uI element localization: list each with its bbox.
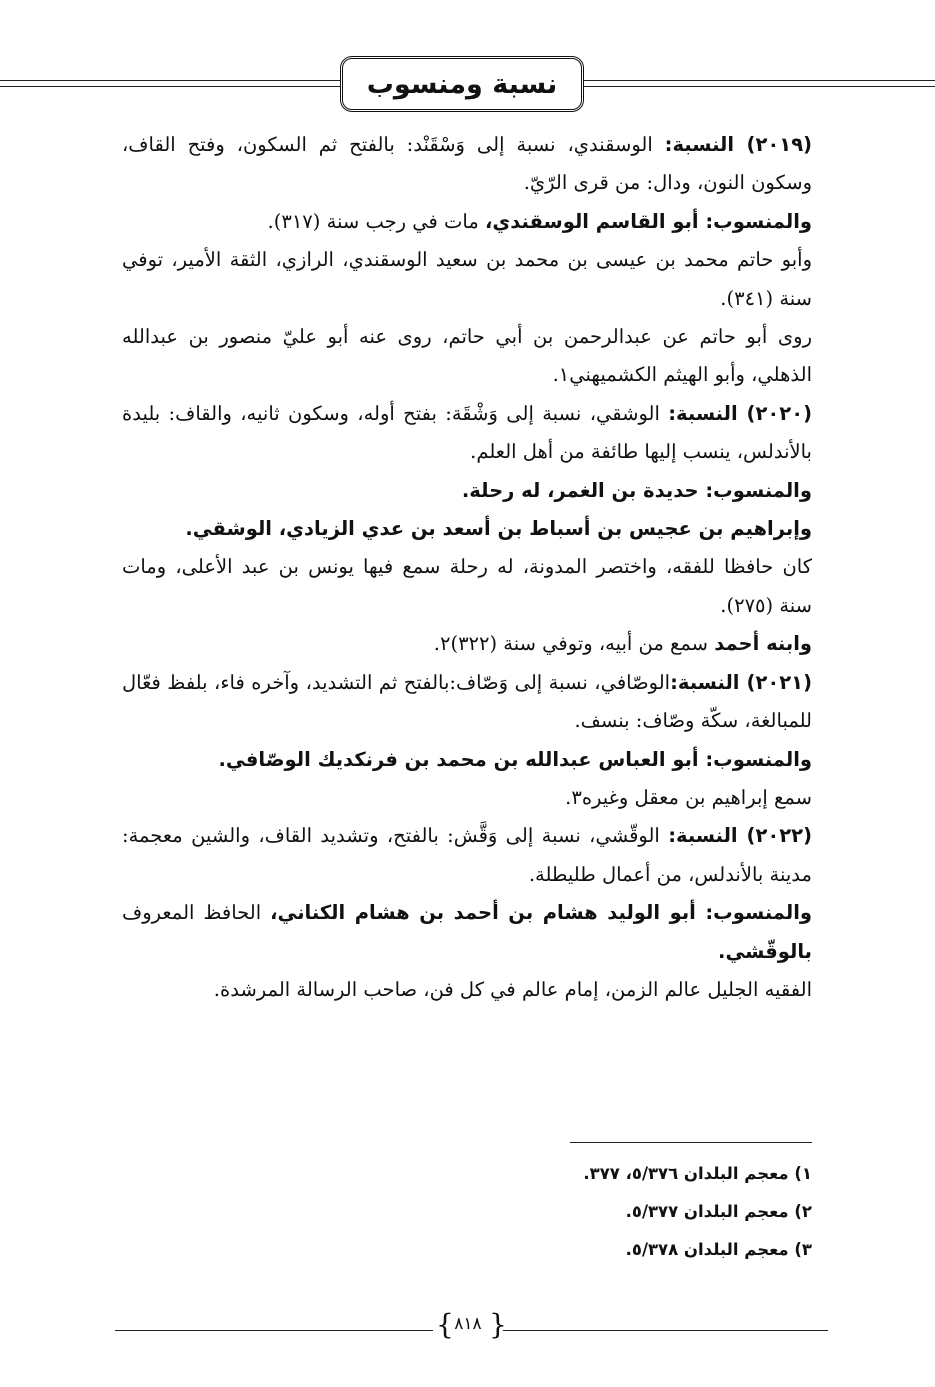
paragraph: [122, 241, 812, 318]
footnote: ١) معجم البلدان ٥/٣٧٦، ٣٧٧.: [583, 1164, 812, 1183]
paragraph-bold: (٢٠٢٢) النسبة:: [668, 824, 812, 848]
paragraph: [122, 318, 812, 395]
paragraph-bold: بالوقّشي.: [718, 939, 812, 963]
paragraph-text: الفقيه الجليل عالم الزمن، إمام عالم في كل فن، صاحب الرسالة المرشدة.: [213, 977, 812, 1001]
paragraph: [122, 395, 812, 472]
header-rule-left-bottom: [0, 86, 340, 87]
footnote: ٢) معجم البلدان ٥/٣٧٧.: [625, 1202, 812, 1221]
paragraph-bold: (٢٠٢٠) النسبة:: [668, 401, 813, 425]
paragraph-text: سمع من أبيه، وتوفي سنة (٣٢٢)٢.: [433, 632, 715, 656]
page-header: [0, 52, 935, 122]
page-footer: [0, 1310, 935, 1350]
paragraph-bold: والمنسوب: أبو القاسم الوسقندي،: [485, 209, 812, 233]
paragraph-text: الوصّافي، نسبة إلى وَصّاف:بالفتح ثم التشديد، وآخره فاء، بلفظ فعّال للمبالغة، سكّة وصّاف: بنسف.: [122, 670, 812, 733]
footer-rule-right: [503, 1330, 828, 1331]
page-title: نسبة ومنسوب: [366, 68, 558, 100]
paragraph: [122, 548, 812, 625]
main-text: [122, 126, 812, 1009]
paragraph-text: كان حافظا للفقه، واختصر المدونة، له رحلة سمع فيها يونس بن عبد الأعلى، ومات سنة (٢٧٥).: [122, 555, 812, 617]
paragraph-text: الوسقندي، نسبة إلى وَسْقَنْد: بالفتح ثم السكون، وفتح القاف، وسكون النون، ودال: من قرى الرّيّ.: [122, 133, 812, 195]
footnote-separator: [570, 1142, 812, 1143]
paragraph-bold: والمنسوب: أبو الوليد هشام بن أحمد بن هشام الكناني،: [270, 901, 812, 925]
header-rule-left-top: [0, 80, 340, 81]
paragraph-bold: وابنه أحمد: [714, 632, 812, 656]
header-rule-right-top: [584, 80, 935, 81]
paragraph-bold: وإبراهيم بن عجيس بن أسباط بن أسعد بن عدي الزيادي، الوشقي.: [185, 517, 812, 541]
paragraph: [122, 625, 812, 663]
paragraph-text: مات في رجب سنة (٣١٧).: [267, 209, 485, 233]
paragraph: [122, 817, 812, 894]
left-brace-icon: {: [436, 1308, 454, 1341]
paragraph: [122, 472, 812, 510]
right-brace-icon: }: [489, 1308, 507, 1341]
paragraph-bold: والمنسوب: أبو العباس عبدالله بن محمد بن فرنكديك الوصّافي.: [218, 747, 812, 771]
paragraph: [122, 894, 812, 971]
paragraph: [122, 664, 812, 741]
paragraph-bold: (٢٠١٩) النسبة:: [664, 133, 813, 156]
paragraph: [122, 126, 812, 203]
paragraph: [122, 203, 812, 241]
paragraph: [122, 779, 812, 817]
paragraph-text: الوقّشي، نسبة إلى وَقَّش: بالفتح، وتشديد القاف، والشين معجمة: مدينة بالأندلس، من أعمال طليطلة.: [122, 824, 812, 886]
paragraph-text: سمع إبراهيم بن معقل وغيره٣.: [565, 785, 812, 809]
footer-rule-left: [115, 1330, 433, 1331]
footnote: ٣) معجم البلدان ٥/٣٧٨.: [625, 1240, 812, 1259]
paragraph-bold: (٢٠٢١) النسبة:: [670, 670, 812, 694]
header-rule-right-bottom: [584, 86, 935, 87]
paragraph: [122, 741, 812, 779]
paragraph-text: وأبو حاتم محمد بن عيسى بن محمد بن سعيد الوسقندي، الرازي، الثقة الأمير، توفي سنة (٣٤١).: [122, 248, 812, 310]
paragraph: [122, 510, 812, 548]
footnotes: [370, 1155, 812, 1269]
page-number: ٨١٨: [454, 1314, 482, 1334]
paragraph-bold: والمنسوب: حديدة بن الغمر، له رحلة.: [461, 478, 812, 502]
paragraph-text: روى أبو حاتم عن عبدالرحمن بن أبي حاتم، روى عنه أبو عليّ منصور بن عبدالله الذهلي، وأبو الهيثم الكشميهني١.: [122, 325, 812, 387]
paragraph: [122, 971, 812, 1009]
header-title-box: [340, 56, 584, 112]
paragraph-text: الوشقي، نسبة إلى وَشْقَة: بفتح أوله، وسكون ثانيه، والقاف: بليدة بالأندلس، ينسب إليها طائفة من أهل العلم.: [122, 401, 812, 464]
paragraph-text: الحافظ المعروف: [122, 901, 271, 925]
